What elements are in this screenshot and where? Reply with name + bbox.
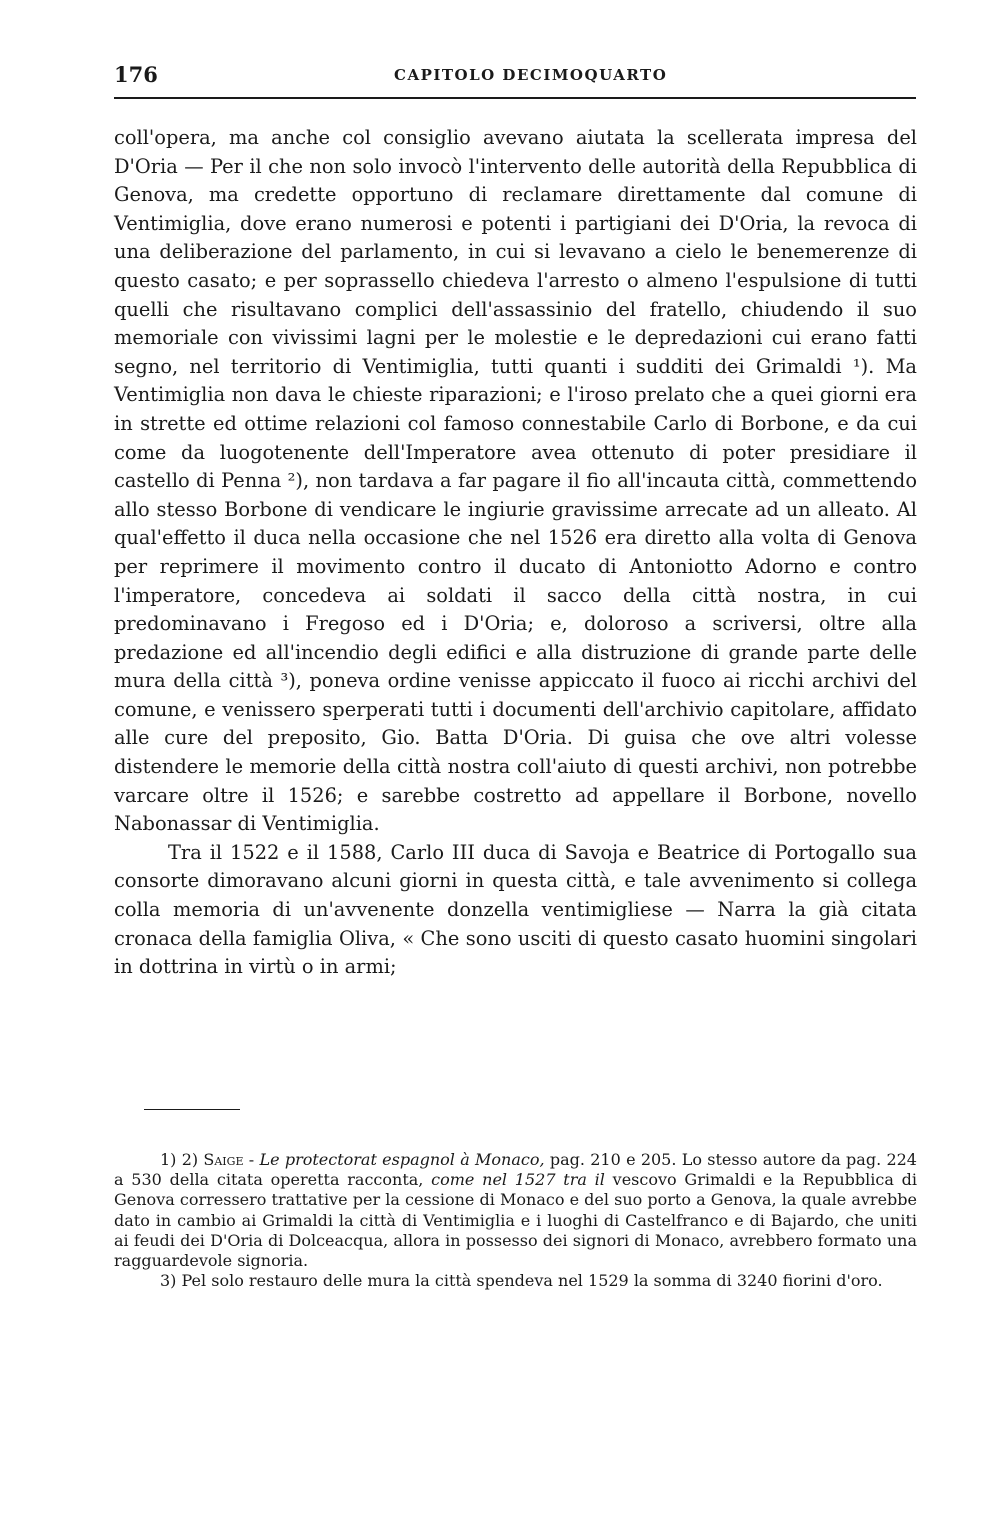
- footnote-italic-text: come nel 1527 tra il: [431, 1170, 605, 1190]
- footnote-1-2: [114, 1150, 917, 1271]
- page-header: [114, 62, 914, 90]
- footnote-rule: [144, 1109, 240, 1110]
- main-text: [114, 124, 917, 982]
- footnotes: [114, 1150, 917, 1291]
- footnote-marker: 1) 2): [160, 1150, 199, 1169]
- footnote-author: Saige: [203, 1150, 244, 1169]
- footnote-text: pag. 210 e 205. Lo stesso autore da pag. 224 a 530 della citata operetta racconta,: [114, 1150, 917, 1190]
- header-rule: [114, 97, 916, 99]
- running-head: CAPITOLO DECIMOQUARTO: [394, 66, 668, 84]
- paragraph: coll'opera, ma anche col consiglio avevano aiutata la scellerata impresa del D'Oria — Per il che non solo invocò l'intervento delle autorità della Repubblica di Genova, ma credette opportuno di reclamare direttamente dal comune di Ventimiglia, dove erano numerosi e potenti i partigiani dei D'Oria, la revoca di una deliberazione del parlamento, in cui si levavano a cielo le benemerenze di questo casato; e per soprassello chiedeva l'arresto o almeno l'espulsione di tutti quelli che risultavano complici dell'assassinio del fratello, chiudendo il suo memoriale con vivissimi lagni per le molestie e le depredazioni cui erano fatti segno, nel territorio di Ventimiglia, tutti quanti i sudditi dei Grimaldi ¹). Ma Ventimiglia non dava le chieste riparazioni; e l'iroso prelato che a quei giorni era in strette ed ottime relazioni col famoso connestabile Carlo di Borbone, e da cui come da luogotenente dell'Imperatore avea ottenuto di poter presidiare il castello di Penna ²), non tardava a far pagare il fio all'incauta città, commettendo allo stesso Borbone di vendicare le ingiurie gravissime arrecate ad un alleato. Al qual'effetto il duca nella occasione che nel 1526 era diretto alla volta di Genova per reprimere il movimento contro il ducato di Antoniotto Adorno e contro l'imperatore, concedeva ai soldati il sacco della città nostra, in cui predominavano i Fregoso ed i D'Oria; e, doloroso a scriversi, oltre alla predazione ed all'incendio degli edifici e alla distruzione di grande parte delle mura della città ³), poneva ordine venisse appiccato il fuoco ai ricchi archivi del comune, e venissero sperperati tutti i documenti dell'archivio capitolare, affidato alle cure del preposito, Gio. Batta D'Oria. Di guisa che ove altri volesse distendere le memorie della città nostra coll'aiuto di questi archivi, non potrebbe varcare oltre il 1526; e sarebbe costretto ad appellare il Borbone, novello Nabonassar di Ventimiglia.: [114, 126, 917, 836]
- footnote-text: vescovo Grimaldi e la Repubblica di Genova corressero trattative per la cessione di Monaco e del suo porto a Genova, la quale avrebbe dato in cambio ai Grimaldi la città di Ventimiglia e i luoghi di Castelfranco e di Bajardo, che uniti ai feudi dei D'Oria di Dolceacqua, allora in possesso dei signori di Monaco, avrebbero formato una ragguardevole signoria.: [114, 1170, 917, 1271]
- footnote-3: 3) Pel solo restauro delle mura la città spendeva nel 1529 la somma di 3240 fiorini d'oro.: [160, 1271, 883, 1291]
- page-number: 176: [114, 62, 158, 87]
- paragraph: Tra il 1522 e il 1588, Carlo III duca di Savoja e Beatrice di Portogallo sua consorte dimoravano alcuni giorni in questa città, e tale avvenimento si collega colla memoria di un'avvenente donzella ventimigliese — Narra la già citata cronaca della famiglia Oliva, « Che sono usciti di questo casato huomini singolari in dottrina in virtù o in armi;: [114, 840, 917, 979]
- footnote-separator: -: [243, 1150, 260, 1169]
- footnote-work-title: Le protectorat espagnol à Monaco,: [259, 1150, 545, 1169]
